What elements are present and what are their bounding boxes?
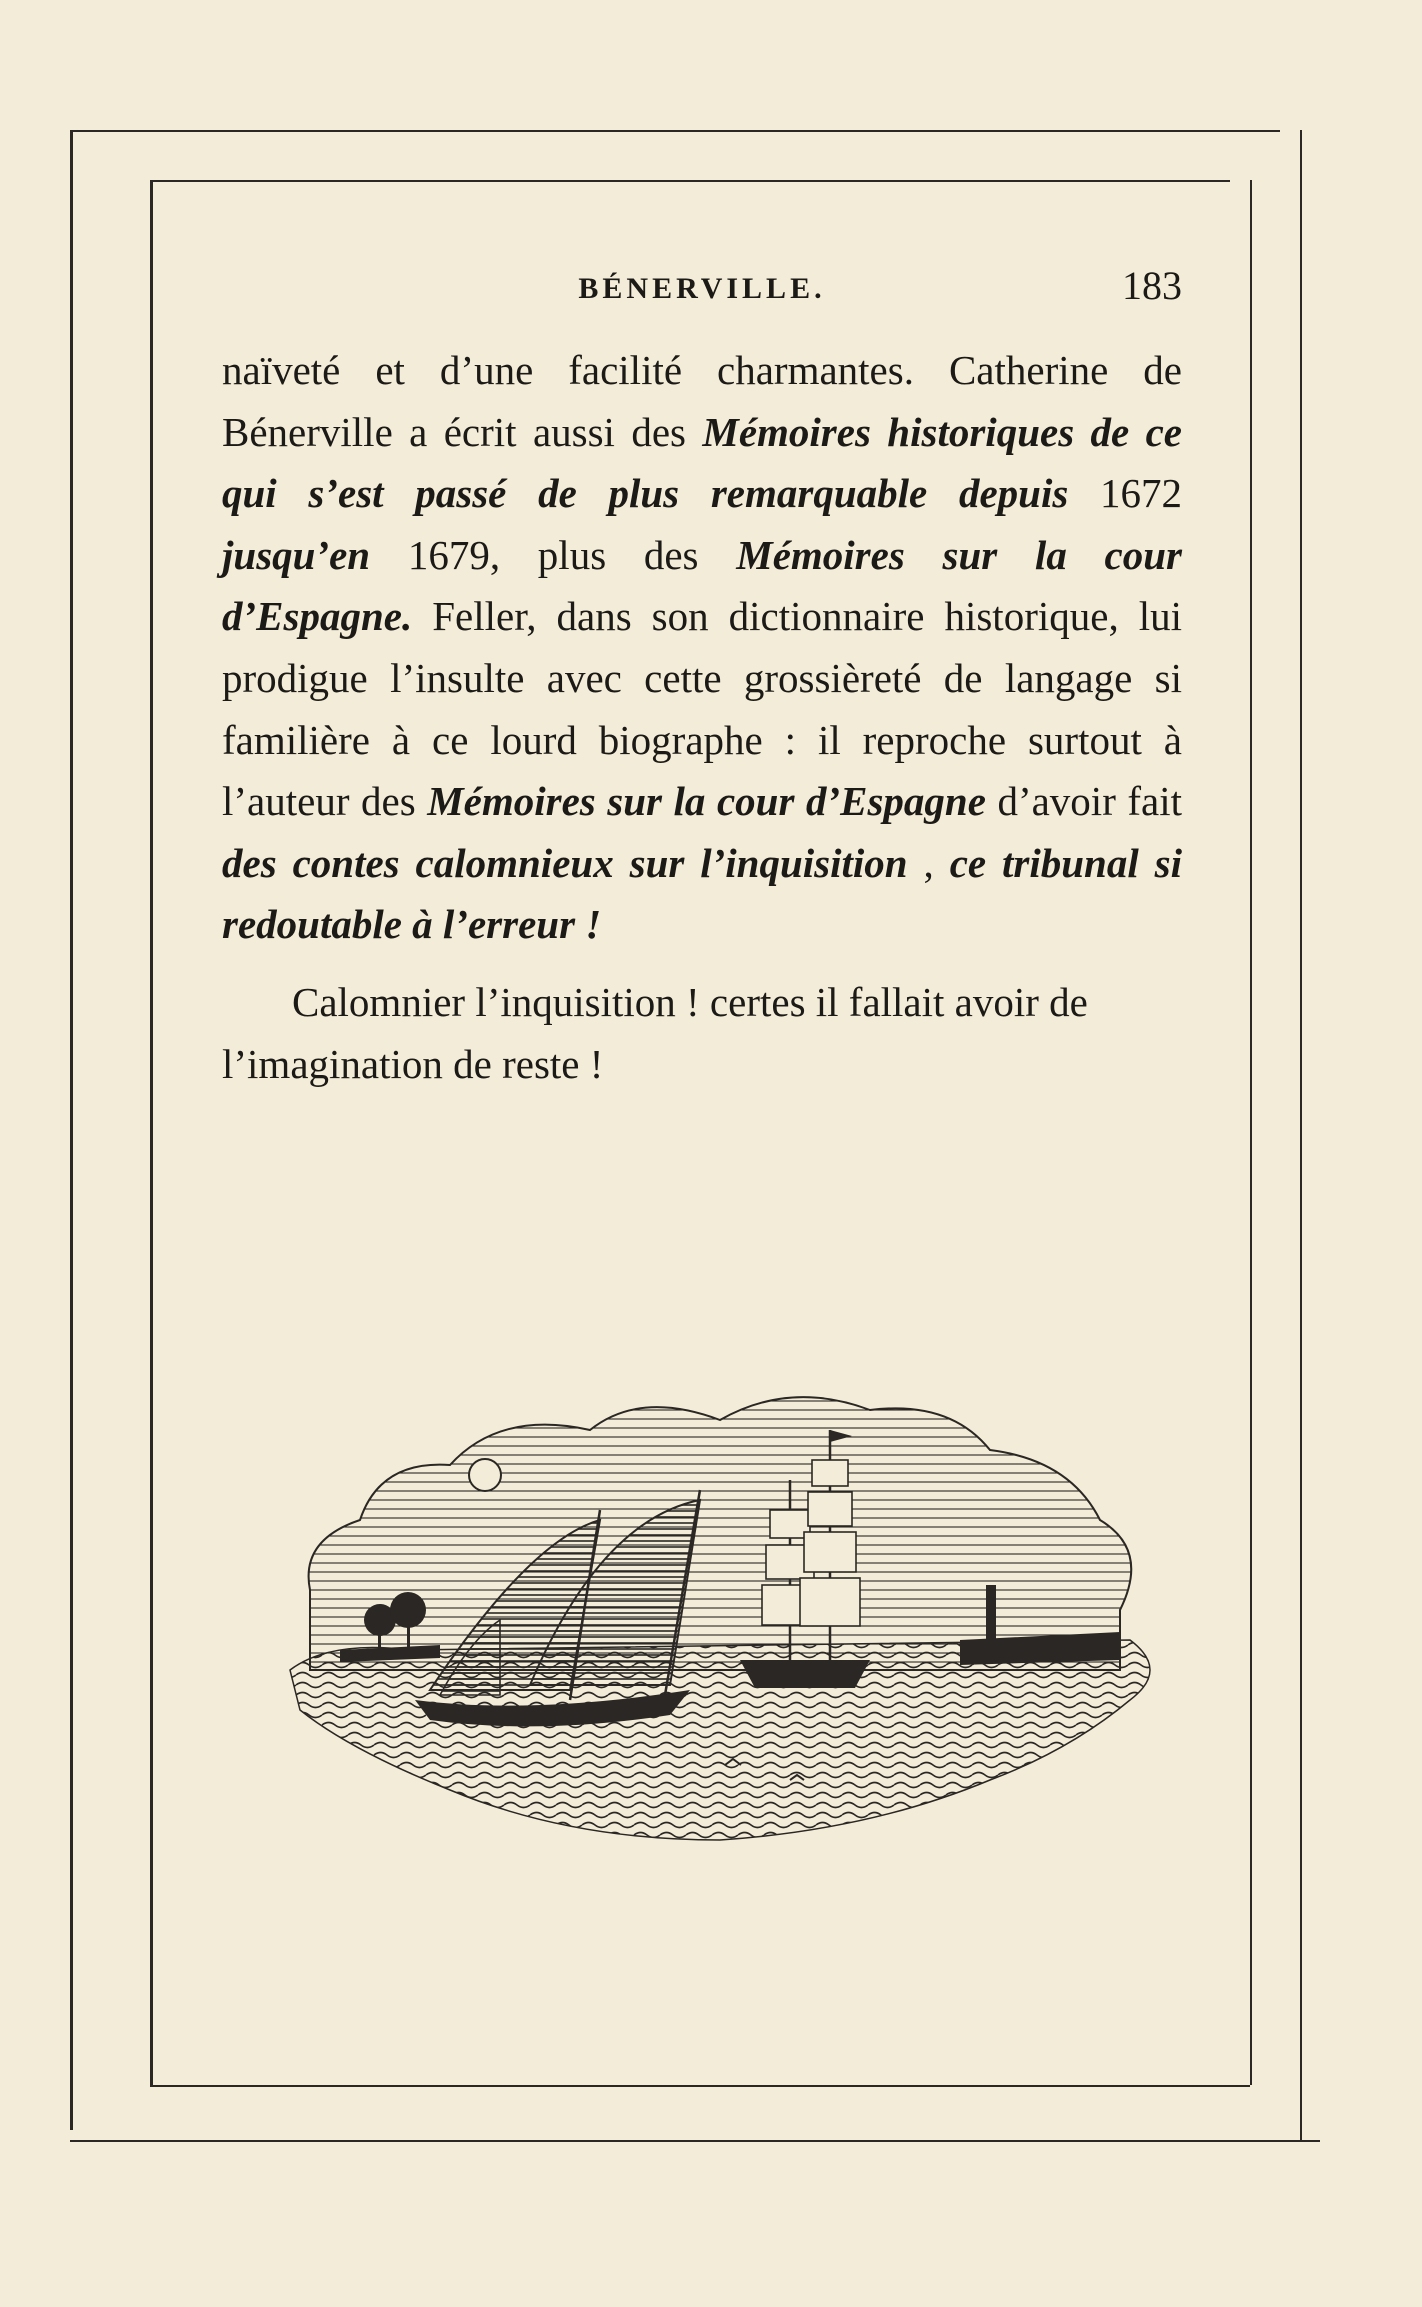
frame-top-outer xyxy=(70,130,1280,132)
text-run: , xyxy=(907,839,950,886)
italic-run: jusqu’en xyxy=(222,531,371,578)
frame-right-inner xyxy=(1250,180,1252,2085)
italic-title: Mémoires sur la cour d’Espagne. xyxy=(222,531,1182,640)
frame-top-inner xyxy=(150,180,1230,182)
text-run: Feller, dans son dictionnaire historique, lui prodigue l’insulte avec cette grossièreté de langage si familière à ce lourd biographe : il reproche surtout à l’auteur des xyxy=(222,593,1182,825)
text-run: d’avoir fait xyxy=(985,778,1183,825)
frame-bottom-outer xyxy=(70,2140,1320,2142)
page-number: 183 xyxy=(1122,263,1182,308)
frame-right-outer xyxy=(1300,130,1302,2140)
text-run: 1679, plus des xyxy=(370,531,737,578)
frame-left-inner xyxy=(150,180,153,2085)
page-content xyxy=(222,250,1182,1095)
italic-quote: des contes calomnieux sur l’inquisition xyxy=(222,839,908,886)
running-head xyxy=(222,250,1182,340)
ship-vignette-illustration xyxy=(270,1370,1160,1870)
text-run: 1672 xyxy=(1068,470,1183,517)
paragraph-1 xyxy=(222,340,1182,956)
frame-bottom-inner xyxy=(150,2085,1250,2087)
italic-title: Mémoires historiques de ce qui s’est passé de plus remarquable depuis xyxy=(222,408,1183,517)
frame-left-outer xyxy=(70,130,73,2130)
italic-quote: ce tribunal si redoutable à l’erreur ! xyxy=(222,839,1182,948)
italic-title: Mémoires sur la cour d’Espagne xyxy=(427,778,986,825)
paragraph-2: Calomnier l’inquisition ! certes il fallait avoir de l’imagination de reste ! xyxy=(222,978,1088,1087)
text-run: naïveté et d’une facilité charmantes. Catherine de Bénerville a écrit aussi des xyxy=(222,347,1182,455)
running-title: BÉNERVILLE. xyxy=(578,272,826,305)
